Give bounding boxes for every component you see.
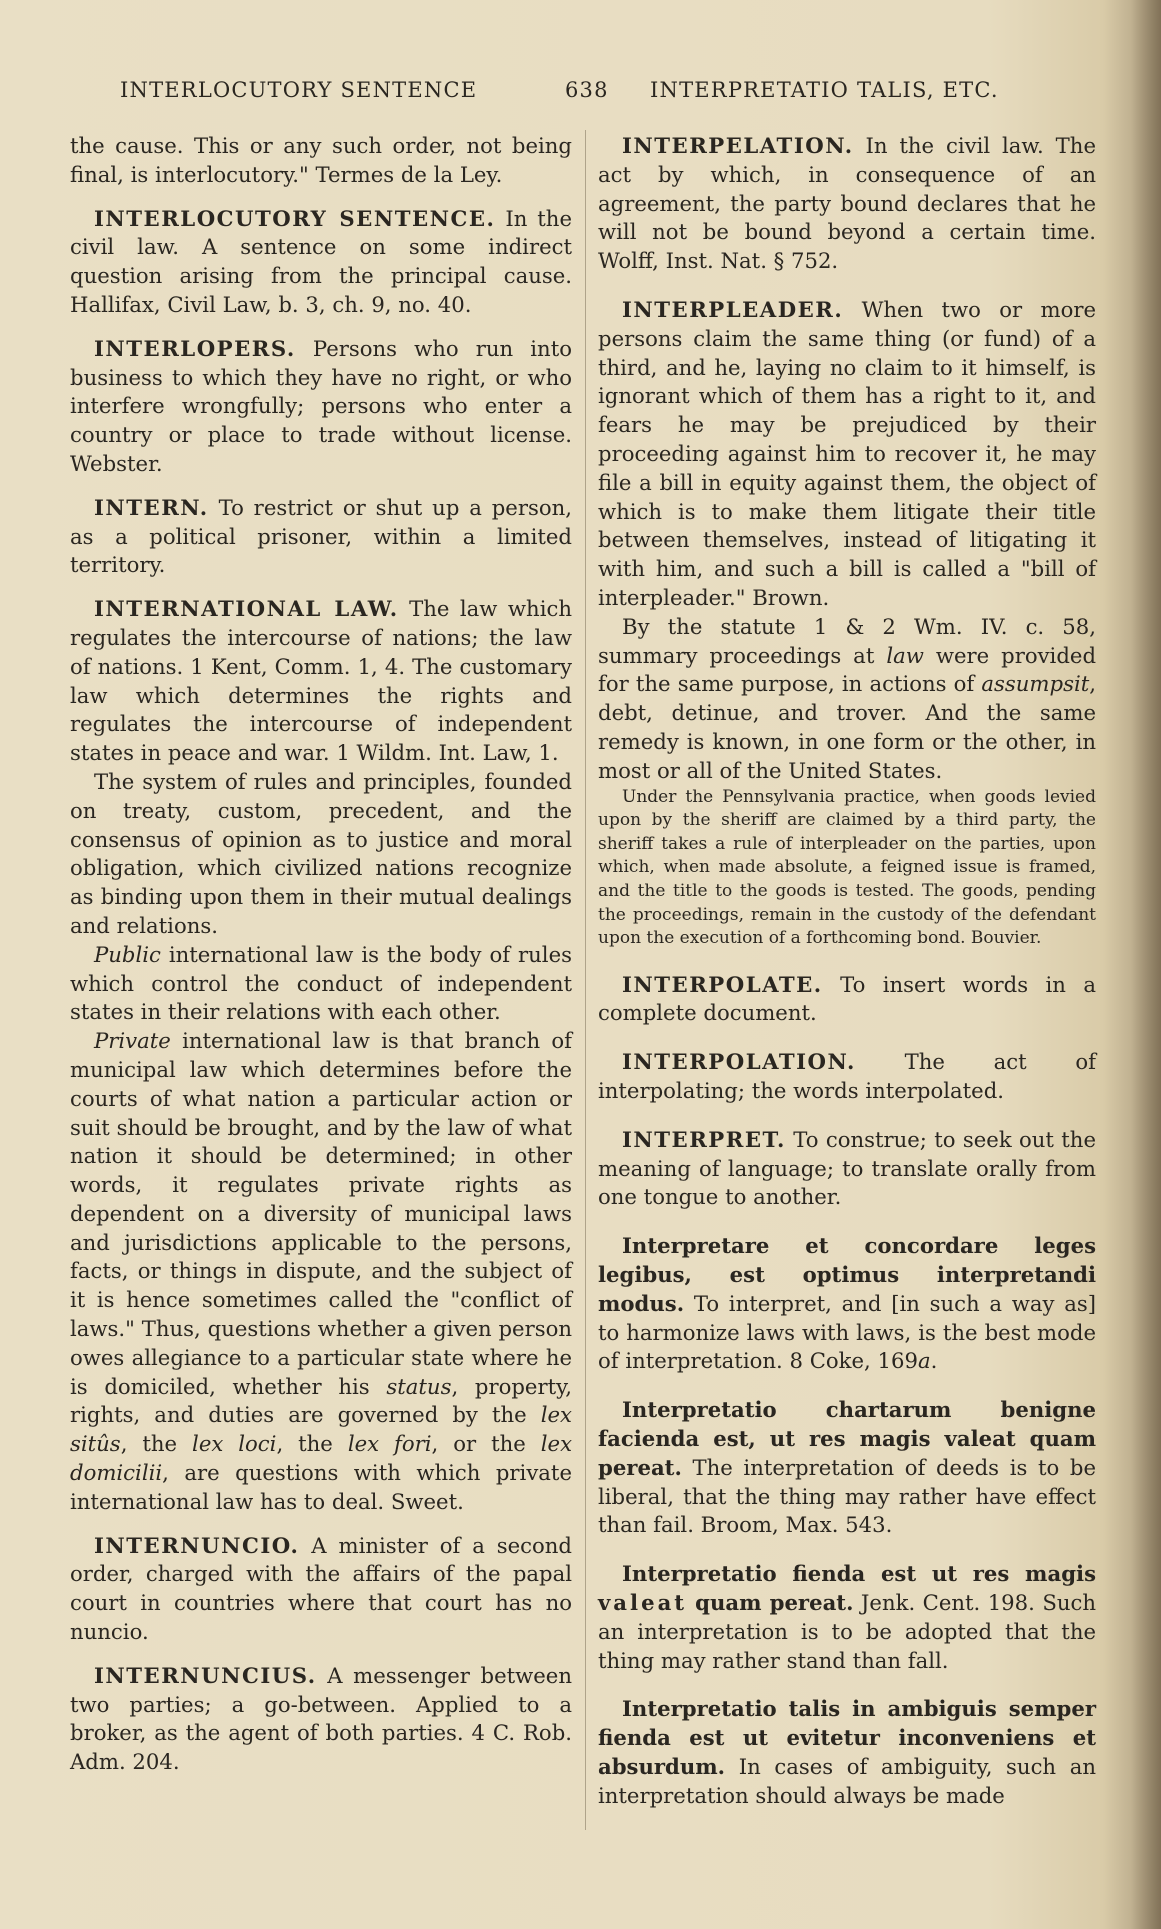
- private-text: international law is that branch of municipal law which determines before the courts of what nation a particular action or suit should be brought, and by the law of what nation it should be determined; in other words, it regulates private rights as dependent on a diversity of municipal laws and jurisdictions applicable to the persons, facts, or things in dispute, and the subject of it is hence sometimes called the "conflict of laws." Thus, questions whether a given person owes allegiance to a particular state where he is domiciled, whether his: [70, 1028, 572, 1399]
- public-text: international law is the body of rules which control the conduct of independent states in their relations with each other.: [70, 941, 572, 1025]
- headword: INTERPOLATE.: [622, 971, 823, 997]
- term-lex-fori: lex fori: [347, 1431, 432, 1457]
- entry-interlocutory-sentence: [70, 205, 572, 320]
- connector-text: , the: [120, 1431, 193, 1457]
- term-assumpsit: assumpsit: [981, 671, 1090, 697]
- left-column: [70, 132, 572, 1792]
- private-text: , property, rights, and duties are governed by the: [70, 1373, 572, 1428]
- column-divider: [585, 130, 586, 1830]
- statute-text: By the statute 1 & 2 Wm. IV. c. 58, summary proceedings at: [598, 613, 1096, 668]
- connector-text: , the: [276, 1431, 348, 1457]
- maxim-latin: quam pereat.: [687, 1590, 854, 1616]
- headword: INTERN.: [94, 494, 209, 520]
- citation-suffix: a: [917, 1348, 931, 1374]
- entry-internuncio: [70, 1532, 572, 1647]
- term-private: Private: [94, 1028, 171, 1054]
- headword: INTERPOLATION.: [622, 1049, 856, 1075]
- pennsylvania-note: Under the Pennsylvania practice, when goods levied upon by the sheriff are claimed by a third party, the sheriff takes a rule of interpleader on the parties, upon which, when made absolute, a feigned issue is framed, and the title to the goods is tested. The goods, pending the proceedings, remain in the custody of the defendant upon the execution of a forthcoming bond. Bouvier.: [598, 786, 1096, 949]
- entry-interpret: [598, 1126, 1096, 1212]
- definition: The law which regulates the intercourse of nations; the law of nations. 1 Kent, Comm. 1, 4. The customary law which determines the rights and regulates the intercourse of independent states in peace and war. 1 Wildm. Int. Law, 1.: [70, 596, 572, 766]
- connector-text: , or the: [431, 1431, 541, 1457]
- private-text: , are questions with which private international law has to deal. Sweet.: [70, 1460, 572, 1514]
- maxim-latin: Interpretatio fienda est ut res magis: [622, 1561, 1096, 1587]
- public-international-law: [70, 941, 572, 1027]
- definition-paragraph: The system of rules and principles, founded on treaty, custom, precedent, and the consensus of opinion as to justice and moral obligation, which civilized nations recognize as binding upon them in their mutual dealings and relations.: [70, 768, 572, 938]
- headword: INTERNUNCIUS.: [94, 1662, 317, 1688]
- statute-text: were provided for the same purpose, in actions of: [598, 642, 1097, 697]
- term-lex-domicilii: lex domicilii: [70, 1431, 573, 1486]
- term-public: Public: [94, 941, 161, 967]
- headword: INTERLOPERS.: [94, 335, 296, 361]
- headword: INTERPLEADER.: [622, 296, 844, 322]
- entry-interpolate: [598, 971, 1096, 1029]
- page-binding-shadow: [1131, 0, 1161, 1929]
- entry-continuation: [70, 132, 572, 190]
- headword: INTERNUNCIO.: [94, 1532, 300, 1558]
- term-law: law: [886, 642, 924, 668]
- entry-maxim-chartarum: [598, 1396, 1096, 1540]
- entry-interpelation: [598, 132, 1096, 276]
- term-lex-situs: lex sitûs: [70, 1402, 572, 1457]
- maxim-latin: Interpretatio talis in ambiguis semper fienda est ut evitetur inconveniens et absurdum.: [598, 1696, 1096, 1780]
- page-number: 638: [565, 78, 609, 102]
- entry-interpolation: [598, 1048, 1096, 1106]
- maxim-latin: Interpretare et concordare leges legibus, est optimus interpretandi modus.: [598, 1233, 1096, 1316]
- entry-interpleader: [598, 296, 1096, 951]
- period: .: [930, 1348, 938, 1374]
- header-left: INTERLOCUTORY SENTENCE: [120, 78, 478, 102]
- definition: A minister of a second order, charged with the affairs of the papal court in countries where that court has no nuncio.: [70, 1532, 572, 1645]
- entry-international-law: [70, 595, 572, 1517]
- right-column: [598, 132, 1096, 1826]
- definition: To construe; to seek out the meaning of language; to translate orally from one tongue to another.: [598, 1126, 1096, 1210]
- headword: INTERLOCUTORY SENTENCE.: [94, 205, 496, 231]
- definition: In the civil law. A sentence on some indirect question arising from the principal cause. Hallifax, Civil Law, b. 3, ch. 9, no. 40.: [70, 205, 572, 317]
- headword: INTERPELATION.: [622, 133, 854, 158]
- maxim-translation: To interpret, and [in such a way as] to harmonize laws with laws, is the best mode of interpretation. 8 Coke, 169: [598, 1290, 1096, 1374]
- statute-paragraph: [598, 613, 1096, 786]
- entry-intern: [70, 494, 572, 580]
- maxim-translation: The interpretation of deeds is to be liberal, that the thing may rather have effect than fail. Broom, Max. 543.: [598, 1454, 1096, 1538]
- definition: In the civil law. The act by which, in consequence of an agreement, the party bound declares that he will not be bound beyond a certain time. Wolff, Inst. Nat. § 752.: [598, 133, 1096, 274]
- maxim-latin: Interpretatio chartarum benigne facienda est, ut res magis valeat quam pereat.: [598, 1397, 1096, 1480]
- definition: Persons who run into business to which they have no right, or who interfere wrongfully; persons who enter a country or place to trade without license. Webster.: [70, 335, 572, 476]
- term-status: status: [386, 1373, 452, 1399]
- entry-maxim-talis: [598, 1695, 1096, 1810]
- statute-text: , debt, detinue, and trover. And the same remedy is known, in one form or the other, in most or all of the United States.: [598, 671, 1096, 783]
- private-international-law: [70, 1027, 572, 1517]
- definition: To insert words in a complete document.: [598, 971, 1096, 1026]
- entry-maxim-interpretare: [598, 1232, 1096, 1376]
- headword: INTERNATIONAL LAW.: [94, 596, 399, 622]
- maxim-translation: Jenk. Cent. 198. Such an interpretation is to be adopted that the thing may rather stand than fall.: [598, 1590, 1096, 1673]
- definition: When two or more persons claim the same thing (or fund) of a third, and he, laying no claim to it himself, is ignorant which of them has a right to it, and fears he may be prejudiced by their proceeding against him to recover it, he may file a bill in equity against them, the object of which is to make them litigate their title between themselves, instead of litigating it with him, and such a bill is called a "bill of interpleader." Brown.: [598, 296, 1096, 610]
- definition: To restrict or shut up a person, as a political prisoner, within a limited territory.: [70, 494, 572, 578]
- term-lex-loci: lex loci: [192, 1431, 277, 1457]
- entry-maxim-fienda: [598, 1560, 1096, 1675]
- maxim-latin-spaced: valeat: [598, 1590, 688, 1616]
- header-right: INTERPRETATIO TALIS, ETC.: [650, 78, 999, 102]
- continuation-text: the cause. This or any such order, not being final, is interlocutory." Termes de la Ley.: [70, 133, 572, 187]
- maxim-translation: In cases of ambiguity, such an interpretation should always be made: [598, 1754, 1096, 1808]
- definition: A messenger between two parties; a go-between. Applied to a broker, as the agent of both parties. 4 C. Rob. Adm. 204.: [70, 1662, 572, 1775]
- entry-internuncius: [70, 1662, 572, 1777]
- headword: INTERPRET.: [622, 1126, 786, 1152]
- running-header: [120, 78, 1040, 112]
- entry-interlopers: [70, 335, 572, 479]
- definition: The act of interpolating; the words interpolated.: [598, 1049, 1096, 1104]
